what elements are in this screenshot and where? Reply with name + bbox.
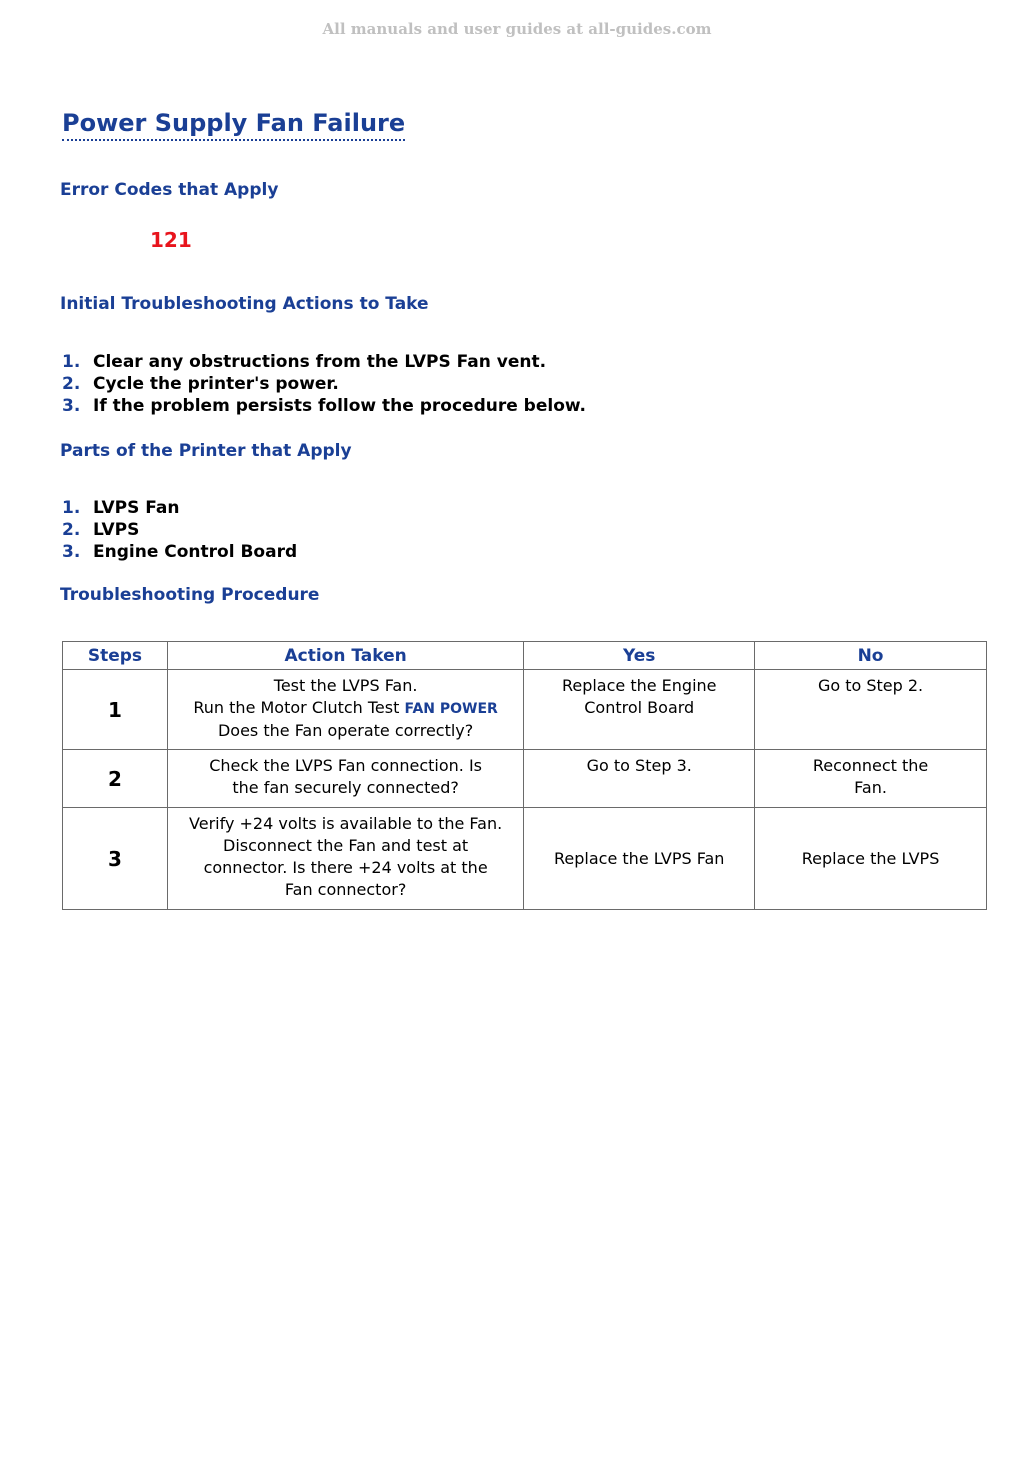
action-text: Run the Motor Clutch Test FAN POWER [193, 698, 498, 717]
error-codes-heading: Error Codes that Apply [60, 180, 279, 200]
list-item: 2. Cycle the printer's power. [62, 374, 339, 394]
list-item: 3. If the problem persists follow the procedure below. [62, 396, 586, 416]
initial-actions-heading: Initial Troubleshooting Actions to Take [60, 294, 429, 314]
action-cell: Check the LVPS Fan connection. Is the fan securely connected? [167, 750, 524, 808]
step-number: 2 [63, 750, 168, 808]
column-header-steps: Steps [63, 642, 168, 670]
list-item: 3. Engine Control Board [62, 542, 298, 562]
table-row [63, 808, 987, 910]
parts-heading: Parts of the Printer that Apply [60, 441, 352, 461]
procedure-heading: Troubleshooting Procedure [60, 585, 320, 605]
action-text: Test the LVPS Fan. [273, 676, 418, 695]
action-cell [167, 670, 524, 750]
no-cell: Replace the LVPS [755, 808, 987, 910]
yes-cell: Replace the Engine Control Board [524, 670, 755, 750]
table-row [63, 750, 987, 808]
parts-list [62, 497, 297, 563]
action-cell: Verify +24 volts is available to the Fan. Disconnect the Fan and test at connector. Is there +24 volts at the Fan connector? [167, 808, 524, 910]
column-header-action: Action Taken [167, 642, 524, 670]
list-item: 2. LVPS [62, 520, 140, 540]
initial-actions-list [62, 351, 586, 417]
procedure-table [62, 641, 987, 910]
list-item: 1. Clear any obstructions from the LVPS Fan vent. [62, 352, 547, 372]
list-item: 1. LVPS Fan [62, 498, 180, 518]
test-keyword: FAN POWER [404, 701, 498, 717]
step-number: 1 [63, 670, 168, 750]
page-title: Power Supply Fan Failure [62, 108, 405, 141]
yes-cell: Replace the LVPS Fan [524, 808, 755, 910]
action-text: Does the Fan operate correctly? [217, 721, 474, 740]
column-header-yes: Yes [524, 642, 755, 670]
error-code: 121 [150, 228, 192, 252]
watermark: All manuals and user guides at all-guides.com [322, 20, 712, 38]
column-header-no: No [755, 642, 987, 670]
no-cell: Go to Step 2. [755, 670, 987, 750]
step-number: 3 [63, 808, 168, 910]
yes-cell: Go to Step 3. [524, 750, 755, 808]
table-header-row [63, 642, 987, 670]
no-cell: Reconnect the Fan. [755, 750, 987, 808]
table-row [63, 670, 987, 750]
